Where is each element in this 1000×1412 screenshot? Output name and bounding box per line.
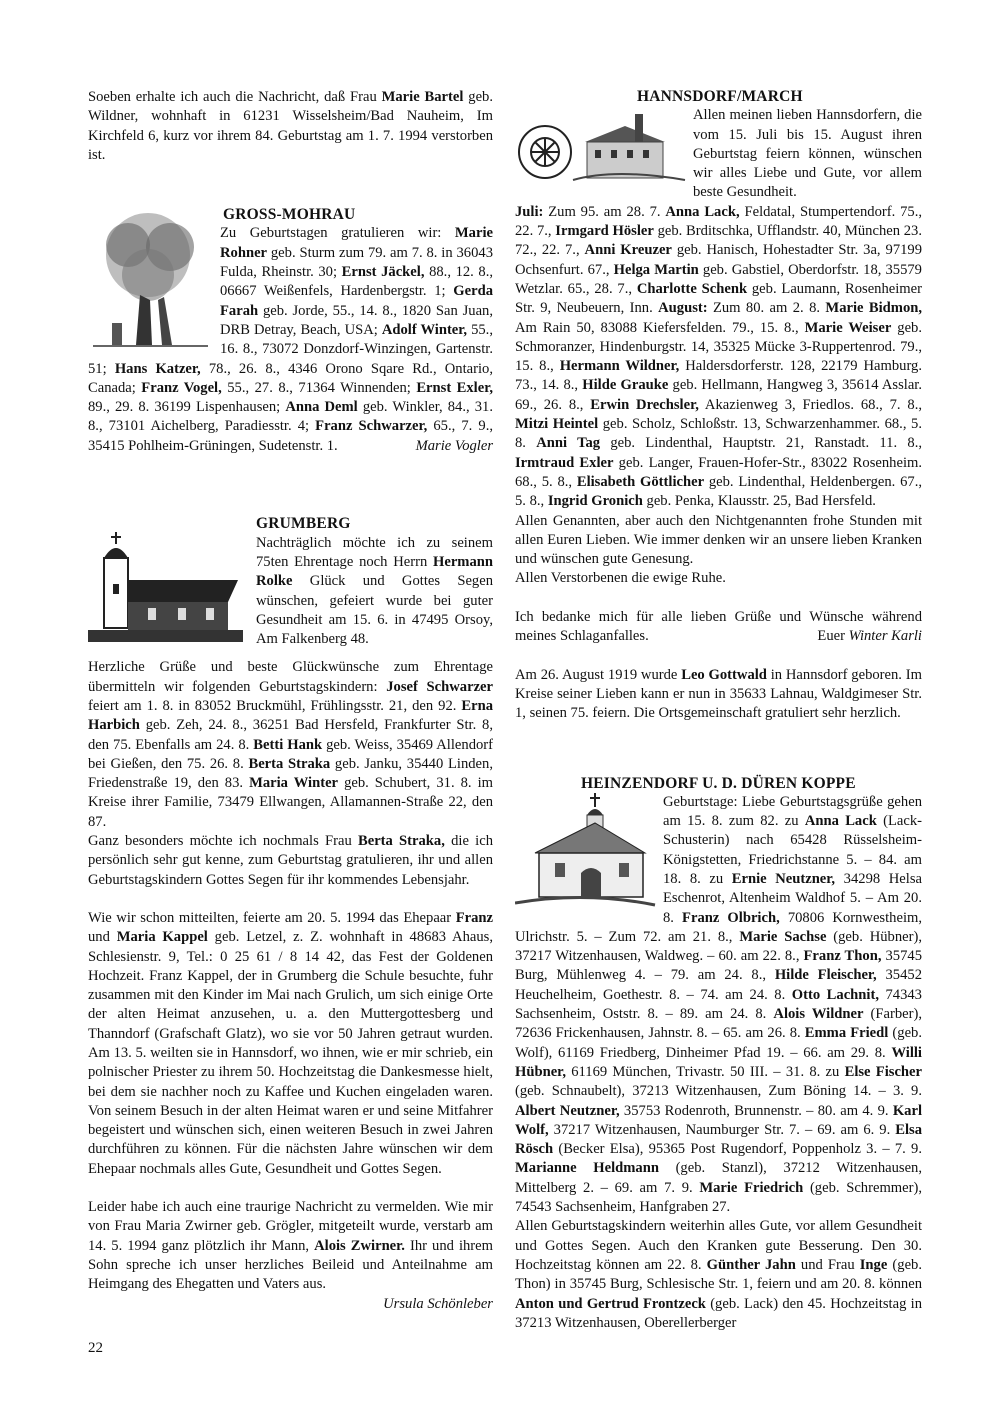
bold-name: Karl Wolf,: [515, 1102, 922, 1138]
bold-name: Marie Bartel: [381, 89, 464, 105]
bold-name: Gerda Farah: [220, 283, 493, 319]
text-run: Soeben erhalte ich auch die Nachricht, daß Frau: [88, 89, 382, 105]
bold-name: Willi Hübner,: [515, 1044, 922, 1080]
text-run: 88., 12. 8., 06667 Weißenfels, Hardenbergstr. 1;: [220, 264, 494, 300]
text-run: (Farber), 72636 Frickenhausen, Jahnstr. 8. – 65. am 26. 8.: [515, 1006, 922, 1042]
bold-name: Charlotte Schenk: [636, 280, 748, 297]
bold-name: Otto Lachnit,: [791, 986, 879, 1003]
text-run: 65., 7. 9., 35415 Pohlheim-Grüningen, Sudetenstr. 1.: [88, 418, 493, 454]
bold-name: Elisabeth Göttlicher: [576, 473, 705, 490]
text-run: feiert am 1. 8. in 83052 Bruckmühl, Frühlingsstr. 21, den 92.: [88, 697, 462, 714]
text-run: (geb. Schnaubelt), 37213 Witzenhausen, Zum Böning 14. – 3. 9.: [515, 1083, 922, 1100]
text-run: 35452 Heuchelheim, Goethestr. 8. – 74. am 24. 8.: [515, 967, 922, 1003]
text-run: Feldatal, Stumpertendorf. 75., 22. 7.,: [515, 203, 922, 240]
bold-name: Hilde Fleischer,: [774, 967, 877, 984]
text-run: (geb. Hübner), 37217 Witzenhausen, Waldweg. – 60. am 22. 8.,: [515, 928, 922, 965]
bold-name: Helga Martin: [613, 261, 699, 278]
grumberg-blessing: [88, 832, 493, 890]
text-run: geb. Brditschka, Ufflandstr. 40, München 23. 72., 22. 7.,: [515, 223, 922, 259]
hannsdorf-thanks: Ich bedanke mich für alle lieben Grüße und Wünsche während meines Schlaganfalles.: [515, 608, 922, 645]
bold-name: Alois Wildner: [773, 1006, 864, 1023]
bold-name: Marie Sachse: [739, 928, 827, 945]
text-run: Leider habe ich auch eine traurige Nachricht zu vermelden. Wie mir von Frau Maria Zwirner geb. Grögler, mitgeteilt wurde, verstarb am 14. 5. 1994 ganz plötzlich ihr Mann,: [88, 1199, 493, 1254]
tree-illustration: [88, 205, 220, 355]
text-run: geb. Weiss, 35469 Allendorf bei Gießen, den 75. 26. 8.: [88, 736, 494, 772]
text-run: geb. Lindenthal, Hauptstr. 21, Ranstadt. 11. 8.,: [600, 435, 922, 452]
text-run: geb. Winkler, 84., 31. 8., 73101 Aichelberg, Paradiesstr. 4;: [88, 399, 493, 435]
text-run: 35753 Rodenroth, Brunnenstr. – 80. am 4. 9.: [619, 1102, 893, 1119]
bold-name: August:: [658, 300, 708, 317]
bold-name: Juli:: [515, 203, 544, 220]
intro-note: [88, 88, 493, 165]
text-run: geb. Wildner, wohnhaft in 61231 Wisselsheim/Bad Nauheim, Im Kirchfeld 6, kurz vor ihrem 84. Geburtstag am 1. 7. 1994 verstorben ist.: [88, 89, 493, 163]
bold-name: Erwin Drechsler,: [590, 396, 699, 413]
bold-name: Anna Deml: [285, 399, 358, 416]
bold-name: Irmtraud Exler: [515, 454, 614, 471]
bold-name: Marianne Heldmann: [515, 1160, 659, 1177]
bold-name: Maria Winter: [249, 775, 339, 792]
bold-name: Ernie Neutzner,: [731, 870, 836, 887]
text-run: 55., 27. 8., 71364 Winnenden;: [221, 379, 417, 396]
text-run: Haldersdorferstr. 128, 22179 Hamburg. 73., 14. 8.,: [515, 358, 923, 394]
text-run: geb. Lindenthal, Heldenbergen. 67., 5. 8.,: [515, 473, 922, 510]
text-run: geb. Penka, Klausstr. 25, Bad Hersfeld.: [642, 493, 876, 510]
bold-name: Berta Straka: [248, 755, 331, 772]
gross-mohrau-section: [88, 205, 493, 456]
church-illustration: [88, 532, 256, 650]
heinzendorf-closing: [515, 1217, 922, 1333]
chapel-illustration: [515, 793, 663, 913]
bold-name: Mitzi Heintel: [515, 416, 599, 433]
bold-name: Marie Weiser: [804, 319, 892, 336]
text-run: geb. Janku, 35440 Linden, Friedenstraße 19, den 83.: [88, 755, 493, 792]
bold-name: Emma Friedl: [804, 1025, 889, 1042]
text-run: (Lack-Schusterin) nach 65428 Rüsselsheim-Königstetten, Friedrichstanne 5. – 84. am 18. 8. zu: [663, 813, 922, 887]
bold-name: Ernst Exler,: [416, 379, 494, 396]
text-run: und Frau: [795, 1256, 860, 1273]
text-run: geb. Zeh, 24. 8., 36251 Bad Hersfeld, Frankfurter Str. 8, den 75. Ebenfalls am 24. 8.: [88, 717, 493, 753]
text-run: Geburtstage: Liebe Geburtstagsgrüße gehen am 15. 8. zum 82. zu: [663, 793, 922, 830]
text-run: geb. Hellmann, Hangweg 3, 35614 Asslar. 69., 26. 8.,: [515, 377, 922, 413]
text-run: Zu Geburtstagen gratulieren wir:: [220, 225, 455, 242]
bold-name: Franz Thon,: [803, 948, 882, 965]
bold-name: Anni Tag: [536, 435, 601, 452]
bold-name: Elsa Rösch: [515, 1121, 922, 1158]
bold-name: Franz: [455, 909, 493, 926]
gross-mohrau-title: GROSS-MOHRAU: [223, 206, 356, 224]
text-run: geb. Sturm zum 79. am 7. 8. in 36043 Fulda, Rheinstr. 30;: [220, 244, 493, 281]
bold-name: Berta Straka,: [357, 833, 445, 850]
text-run: 55., 16. 8., 73072 Donzdorf-Winzingen, Gartenstr. 51;: [88, 321, 493, 377]
bold-name: Irmgard Hösler: [555, 223, 654, 240]
kappel-anniversary: [88, 909, 493, 1179]
bold-name: Marie Friedrich: [699, 1179, 804, 1196]
text-run: 89., 29. 8. 36199 Lispenhausen;: [88, 399, 286, 416]
text-run: (geb. Wolf), 61169 Friedberg, Dinheimer Pfad 19. – 66. am 29. 8.: [515, 1025, 923, 1061]
grumberg-section: [88, 514, 493, 1314]
text-run: 61169 München, Trivastr. 50 III. – 31. 8. zu: [565, 1063, 845, 1080]
bold-name: Leo Gottwald: [681, 666, 767, 683]
hannsdorf-title: HANNSDORF/MARCH: [637, 88, 803, 105]
text-run: (geb. Thon) in 35745 Burg, Schlesische Str. 1, feiern und am 20. 8. können: [515, 1256, 923, 1293]
text-run: 78., 26. 8., 4346 Orono Sqare Rd., Ontario, Canada;: [88, 360, 493, 396]
right-column: [515, 0, 922, 1333]
text-run: und: [88, 929, 117, 946]
heinzendorf-title: HEINZENDORF U. D. DÜREN KOPPE: [581, 774, 856, 792]
text-run: Herzliche Grüße und beste Glückwünsche zum Ehrentage übermitteln wir folgenden Geburtstagskindern:: [88, 659, 493, 695]
bold-name: Hilde Grauke: [582, 377, 669, 394]
bold-name: Inge: [859, 1256, 888, 1273]
text-run: Allen meinen lieben Hannsdorfern, die vom 15. Juli bis 15. August ihren Geburtstag feiern können, wünschen wir alles Liebe und Gute, vor allem beste Gesundheit.: [693, 107, 922, 201]
bold-name: Franz Olbrich,: [682, 909, 780, 926]
bold-name: Marie Rohner: [220, 225, 493, 261]
bold-name: Anna Lack,: [665, 203, 740, 220]
text-run: geb. Schmoranzer, Hindenburgstr. 14, 35325 Mücke 3-Ruppertenrod. 79., 15. 8.,: [515, 319, 923, 375]
text-run: 70806 Kornwestheim, Ulrichstr. 5. – Zum 72. am 21. 8.,: [515, 909, 922, 945]
bold-name: Hermann Wildner,: [559, 358, 680, 375]
text-run: geb. Schubert, 31. 8. im Kreise ihrer Familie, 73479 Ellwangen, Allamannen-Straße 22, den 87.: [88, 775, 493, 830]
bold-name: Franz Schwarzer,: [315, 418, 428, 435]
text-run: Am 26. August 1919 wurde: [515, 666, 682, 683]
hannsdorf-birthday-list: [515, 203, 922, 512]
grumberg-title: GRUMBERG: [256, 515, 351, 533]
grumberg-signature: Ursula Schönleber: [383, 1295, 493, 1312]
text-run: Am Rain 50, 83088 Kiefersfelden. 79., 15. 8.,: [515, 319, 805, 336]
bold-name: Marie Bidmon,: [825, 300, 923, 317]
text-run: Glück und Gottes Segen wünschen, gefeiert wurde bei guter Gesundheit am 15. 6. in 47495 Orsoy, Am Falkenberg 48.: [256, 573, 493, 648]
bold-name: Günther Jahn: [706, 1256, 796, 1273]
text-run: (Becker Elsa), 95365 Post Rugendorf, Poppenholz 3. – 7. 9.: [553, 1141, 922, 1158]
text-run: Zum 95. am 28. 7.: [543, 203, 666, 220]
bold-name: Albert Neutzner,: [515, 1102, 620, 1119]
text-run: 34298 Helsa Eschenrot, Altenheim Waldhof 5. – Am 20. 8.: [663, 870, 922, 926]
bold-name: Adolf Winter,: [381, 321, 468, 338]
hannsdorf-closing: Allen Genannten, aber auch den Nichtgenannten frohe Stunden mit allen Euren Lieben. Wie immer denken wir an unsere lieben Kranken und wünschen gute Genesung.: [515, 512, 922, 568]
gross-mohrau-signature: Marie Vogler: [415, 438, 493, 455]
bold-name: Maria Kappel: [116, 929, 208, 946]
bold-name: Anton und Gertrud Frontzeck: [515, 1295, 706, 1312]
page-number: 22: [88, 1340, 103, 1356]
text-run: geb. Langer, Frauen-Hofer-Str., 83022 Rosenheim. 68., 5. 8.,: [515, 454, 922, 490]
bold-name: Josef Schwarzer: [386, 678, 493, 695]
bold-name: Franz Vogel,: [141, 379, 222, 396]
text-run: Akazienweg 3, Friedlos. 68., 7. 8.,: [698, 396, 922, 413]
text-run: (geb. Lack) den 45. Hochzeitstag in 37213 Witzenhausen, Oberellerberger: [515, 1295, 922, 1331]
text-run: 35745 Burg, Mühlenweg 4. – 79. am 24. 8.,: [515, 948, 922, 984]
bold-name: Anni Kreuzer: [584, 242, 672, 259]
text-run: Ganz besonders möchte ich nochmals Frau: [88, 833, 358, 850]
text-run: geb. Laumann, Rosenheimer Str. 9, Neubeuern, Inn.: [515, 280, 922, 317]
bold-name: Ingrid Gronich: [547, 493, 643, 510]
bold-name: Erna Harbich: [88, 697, 493, 734]
text-run: geb. Gabstiel, Oberdorfstr. 18, 35579 Wetzlar. 65., 28. 7.,: [515, 261, 922, 297]
grumberg-birthdays: [88, 658, 493, 832]
thanks-signature-name: Winter Karli: [848, 628, 922, 645]
text-run: geb. Hanisch, Hohestadter Str. 3a, 97199 Ochsenfurt. 67.,: [515, 242, 923, 278]
bold-name: Hans Katzer,: [114, 360, 201, 377]
bold-name: Betti Hank: [253, 736, 323, 753]
zwirner-obituary: [88, 1198, 493, 1294]
bold-name: Else Fischer: [844, 1063, 922, 1080]
hannsdorf-illustration: [515, 108, 693, 190]
left-column: [88, 0, 493, 1314]
bold-name: Ernst Jäckel,: [341, 264, 425, 281]
text-run: 74343 Sachsenheim, Oststr. 8. – 89. am 24. 8.: [515, 986, 922, 1023]
text-run: (geb. Stanzl), 37212 Witzenhausen, Mittelberg 2. – 69. am 7. 9.: [515, 1160, 922, 1196]
text-run: (geb. Schremmer), 74543 Sachsenheim, Hanfgraben 27.: [515, 1179, 922, 1216]
text-run: Zum 80. am 2. 8.: [707, 300, 826, 317]
text-run: Wie wir schon mitteilten, feierte am 20. 5. 1994 das Ehepaar: [88, 909, 456, 926]
text-run: Ihr und ihrem Sohn spreche ich unser herzliches Beileid und Anteilnahme am Heimgang des Ehegatten und Vaters aus.: [88, 1237, 493, 1293]
text-run: in Hannsdorf geboren. Im Kreise seiner Lieben kann er nun in 35633 Lahnau, Waldgimeser Str. 1, seinen 75. feiern. Die Ortsgemeinschaft gratuliert sehr herzlich.: [515, 666, 922, 722]
text-run: geb. Jorde, 55., 14. 8., 1820 San Juan, DRB Detray, Beach, USA;: [220, 302, 493, 338]
thanks-signature-prefix: Euer: [817, 628, 849, 645]
text-run: Nachträglich möchte ich zu seinem 75ten Ehrentage noch Herrn: [256, 534, 493, 570]
bold-name: Alois Zwirner.: [314, 1237, 405, 1254]
text-run: geb. Letzel, z. Z. wohnhaft in 48683 Ahaus, Schlesienstr. 9, Tel.: 0 25 61 / 8 14 42, das Fest der Goldenen Hochzeit. Franz Kappel, der in Grumberg die Schule besuchte, fuhr zusammen mit den Kinder im Mai nach Grulich, um sich einige Orte der alten Heimat anzusehen, u. a. den Muttergottesberg und Thanndorf (Grafschaft Glatz), wo sie vor 50 Jahren getraut wurden. Am 13. 5. weilten sie in Hannsdorf, wo ihnen, wie er mir schrieb, ein polnischer Priester zu ihrem 50. Hochzeitstag die Dankesmesse hielt, bei dem sie nachher noch zu Kaffee und Kuchen eingeladen waren. Von seinem Besuch in der alten Heimat waren er und seine Mitfahrer begeistert und wünschen sich, einen weiteren Besuch in zwei Jahren durchführen zu können. Für die nächsten Jahre wünschen wir dem Ehepaar nochmals alles Gute, Gesundheit und Gottes Segen.: [88, 929, 493, 1177]
text-run: geb. Scholz, Schloßstr. 13, Schwarzenhammer. 68., 5. 8.: [515, 416, 922, 452]
bold-name: Hermann Rolke: [256, 553, 493, 590]
hannsdorf-closing-2: Allen Verstorbenen die ewige Ruhe.: [515, 570, 726, 587]
text-run: die ich persönlich sehr gut kenne, zum Geburtstag gratulieren, ihr und allen Geburtstagskindern Gottes Segen für ihr kommendes Lebensjahr.: [88, 833, 493, 888]
gottwald-note: [515, 666, 922, 724]
text-run: 37217 Witzenhausen, Naumburger Str. 7. – 69. am 6. 9.: [548, 1121, 896, 1138]
text-run: Allen Geburtstagskindern weiterhin alles Gute, vor allem Gesundheit und Gottes Segen. Auch den Kranken gute Besserung. Den 30. Hochzeitstag können am 22. 8.: [515, 1218, 922, 1273]
bold-name: Anna Lack: [804, 813, 877, 830]
